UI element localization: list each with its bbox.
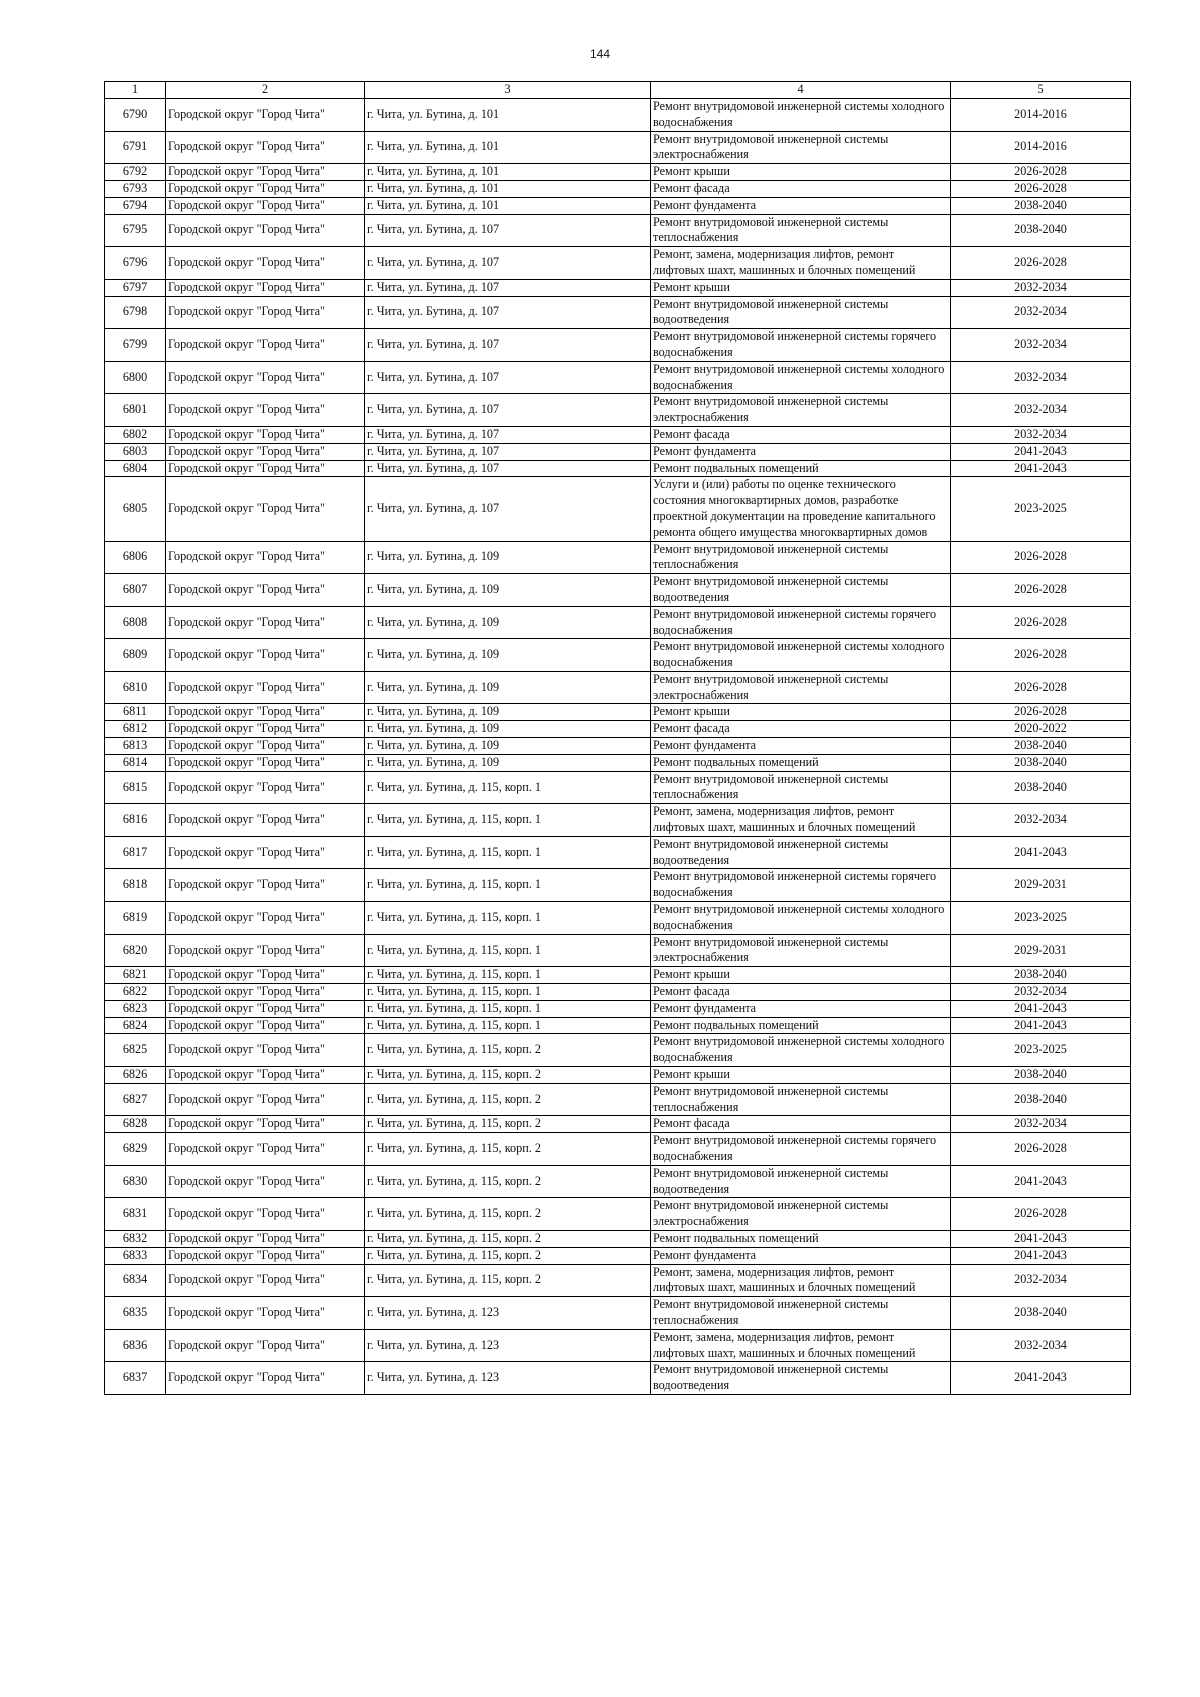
column-number-header-row (105, 82, 1131, 99)
address-cell: г. Чита, ул. Бутина, д. 115, корп. 2 (365, 1083, 651, 1116)
work-type-cell: Ремонт внутридомовой инженерной системы горячего водоснабжения (651, 329, 951, 362)
table-row (105, 606, 1131, 639)
work-type-cell: Ремонт внутридомовой инженерной системы теплоснабжения (651, 541, 951, 574)
work-type-cell: Ремонт внутридомовой инженерной системы водоотведения (651, 574, 951, 607)
municipality-cell: Городской округ "Город Чита" (166, 639, 365, 672)
work-type-cell: Ремонт внутридомовой инженерной системы электроснабжения (651, 1198, 951, 1231)
work-type-cell: Ремонт внутридомовой инженерной системы горячего водоснабжения (651, 606, 951, 639)
period-cell: 2026-2028 (951, 574, 1131, 607)
row-number-cell: 6808 (105, 606, 166, 639)
period-cell: 2026-2028 (951, 671, 1131, 704)
table-row (105, 704, 1131, 721)
row-number-cell: 6792 (105, 164, 166, 181)
table-row (105, 99, 1131, 132)
row-number-cell: 6810 (105, 671, 166, 704)
municipality-cell: Городской округ "Город Чита" (166, 1116, 365, 1133)
row-number-cell: 6800 (105, 361, 166, 394)
municipality-cell: Городской округ "Город Чита" (166, 214, 365, 247)
row-number-cell: 6798 (105, 296, 166, 329)
address-cell: г. Чита, ул. Бутина, д. 109 (365, 721, 651, 738)
municipality-cell: Городской округ "Город Чита" (166, 1067, 365, 1084)
address-cell: г. Чита, ул. Бутина, д. 115, корп. 1 (365, 869, 651, 902)
work-type-cell: Ремонт подвальных помещений (651, 1017, 951, 1034)
period-cell: 2026-2028 (951, 541, 1131, 574)
row-number-cell: 6817 (105, 836, 166, 869)
period-cell: 2029-2031 (951, 869, 1131, 902)
period-cell: 2026-2028 (951, 606, 1131, 639)
row-number-cell: 6799 (105, 329, 166, 362)
work-type-cell: Ремонт крыши (651, 704, 951, 721)
work-type-cell: Ремонт внутридомовой инженерной системы электроснабжения (651, 671, 951, 704)
work-type-cell: Ремонт внутридомовой инженерной системы холодного водоснабжения (651, 902, 951, 935)
municipality-cell: Городской округ "Город Чита" (166, 984, 365, 1001)
period-cell: 2032-2034 (951, 426, 1131, 443)
work-type-cell: Ремонт внутридомовой инженерной системы теплоснабжения (651, 214, 951, 247)
period-cell: 2026-2028 (951, 639, 1131, 672)
period-cell: 2038-2040 (951, 771, 1131, 804)
municipality-cell: Городской округ "Город Чита" (166, 934, 365, 967)
period-cell: 2023-2025 (951, 477, 1131, 541)
row-number-cell: 6796 (105, 247, 166, 280)
municipality-cell: Городской округ "Город Чита" (166, 704, 365, 721)
row-number-cell: 6805 (105, 477, 166, 541)
table-row (105, 214, 1131, 247)
period-cell: 2032-2034 (951, 361, 1131, 394)
period-cell: 2041-2043 (951, 836, 1131, 869)
row-number-cell: 6809 (105, 639, 166, 672)
address-cell: г. Чита, ул. Бутина, д. 115, корп. 1 (365, 836, 651, 869)
period-cell: 2026-2028 (951, 704, 1131, 721)
address-cell: г. Чита, ул. Бутина, д. 109 (365, 574, 651, 607)
table-row (105, 394, 1131, 427)
row-number-cell: 6804 (105, 460, 166, 477)
municipality-cell: Городской округ "Город Чита" (166, 1034, 365, 1067)
period-cell: 2014-2016 (951, 131, 1131, 164)
period-cell: 2041-2043 (951, 1230, 1131, 1247)
municipality-cell: Городской округ "Город Чита" (166, 541, 365, 574)
municipality-cell: Городской округ "Город Чита" (166, 1017, 365, 1034)
municipality-cell: Городской округ "Город Чита" (166, 99, 365, 132)
row-number-cell: 6818 (105, 869, 166, 902)
row-number-cell: 6814 (105, 754, 166, 771)
municipality-cell: Городской округ "Город Чита" (166, 721, 365, 738)
row-number-cell: 6833 (105, 1247, 166, 1264)
table-row (105, 443, 1131, 460)
row-number-cell: 6819 (105, 902, 166, 935)
period-cell: 2041-2043 (951, 1000, 1131, 1017)
table-row (105, 934, 1131, 967)
address-cell: г. Чита, ул. Бутина, д. 109 (365, 738, 651, 755)
table-row (105, 1165, 1131, 1198)
municipality-cell: Городской округ "Город Чита" (166, 1329, 365, 1362)
municipality-cell: Городской округ "Город Чита" (166, 869, 365, 902)
municipality-cell: Городской округ "Город Чита" (166, 1247, 365, 1264)
table-row (105, 197, 1131, 214)
address-cell: г. Чита, ул. Бутина, д. 101 (365, 197, 651, 214)
period-cell: 2038-2040 (951, 738, 1131, 755)
municipality-cell: Городской округ "Город Чита" (166, 574, 365, 607)
row-number-cell: 6821 (105, 967, 166, 984)
table-row (105, 1017, 1131, 1034)
row-number-cell: 6797 (105, 279, 166, 296)
period-cell: 2038-2040 (951, 1067, 1131, 1084)
row-number-cell: 6828 (105, 1116, 166, 1133)
table-row (105, 721, 1131, 738)
work-type-cell: Ремонт подвальных помещений (651, 460, 951, 477)
table-row (105, 639, 1131, 672)
municipality-cell: Городской округ "Город Чита" (166, 1000, 365, 1017)
period-cell: 2038-2040 (951, 197, 1131, 214)
address-cell: г. Чита, ул. Бутина, д. 115, корп. 1 (365, 902, 651, 935)
work-type-cell: Ремонт внутридомовой инженерной системы теплоснабжения (651, 1083, 951, 1116)
municipality-cell: Городской округ "Город Чита" (166, 836, 365, 869)
work-type-cell: Ремонт, замена, модернизация лифтов, ремонт лифтовых шахт, машинных и блочных помещений (651, 1264, 951, 1297)
address-cell: г. Чита, ул. Бутина, д. 101 (365, 99, 651, 132)
row-number-cell: 6831 (105, 1198, 166, 1231)
period-cell: 2032-2034 (951, 984, 1131, 1001)
table-row (105, 1083, 1131, 1116)
column-header-4: 4 (651, 82, 951, 99)
work-type-cell: Ремонт, замена, модернизация лифтов, ремонт лифтовых шахт, машинных и блочных помещений (651, 804, 951, 837)
municipality-cell: Городской округ "Город Чита" (166, 902, 365, 935)
row-number-cell: 6811 (105, 704, 166, 721)
row-number-cell: 6830 (105, 1165, 166, 1198)
period-cell: 2026-2028 (951, 1198, 1131, 1231)
address-cell: г. Чита, ул. Бутина, д. 115, корп. 1 (365, 934, 651, 967)
municipality-cell: Городской округ "Город Чита" (166, 1297, 365, 1330)
municipality-cell: Городской округ "Город Чита" (166, 164, 365, 181)
address-cell: г. Чита, ул. Бутина, д. 107 (365, 426, 651, 443)
row-number-cell: 6835 (105, 1297, 166, 1330)
work-type-cell: Ремонт фундамента (651, 738, 951, 755)
work-type-cell: Ремонт фасада (651, 426, 951, 443)
table-row (105, 361, 1131, 394)
row-number-cell: 6824 (105, 1017, 166, 1034)
period-cell: 2038-2040 (951, 1083, 1131, 1116)
address-cell: г. Чита, ул. Бутина, д. 107 (365, 361, 651, 394)
municipality-cell: Городской округ "Город Чита" (166, 754, 365, 771)
period-cell: 2041-2043 (951, 1165, 1131, 1198)
row-number-cell: 6794 (105, 197, 166, 214)
work-type-cell: Услуги и (или) работы по оценке технического состояния многоквартирных домов, разработке проектной документации на проведение капитального ремонта общего имущества многоквартирных домов (651, 477, 951, 541)
municipality-cell: Городской округ "Город Чита" (166, 1362, 365, 1395)
work-type-cell: Ремонт внутридомовой инженерной системы водоотведения (651, 296, 951, 329)
work-type-cell: Ремонт внутридомовой инженерной системы электроснабжения (651, 934, 951, 967)
work-type-cell: Ремонт фасада (651, 1116, 951, 1133)
row-number-cell: 6834 (105, 1264, 166, 1297)
table-row (105, 426, 1131, 443)
address-cell: г. Чита, ул. Бутина, д. 115, корп. 1 (365, 984, 651, 1001)
row-number-cell: 6820 (105, 934, 166, 967)
work-type-cell: Ремонт, замена, модернизация лифтов, ремонт лифтовых шахт, машинных и блочных помещений (651, 1329, 951, 1362)
table-row (105, 902, 1131, 935)
row-number-cell: 6807 (105, 574, 166, 607)
period-cell: 2038-2040 (951, 967, 1131, 984)
municipality-cell: Городской округ "Город Чита" (166, 967, 365, 984)
row-number-cell: 6822 (105, 984, 166, 1001)
work-type-cell: Ремонт, замена, модернизация лифтов, ремонт лифтовых шахт, машинных и блочных помещений (651, 247, 951, 280)
table-row (105, 477, 1131, 541)
table-row (105, 296, 1131, 329)
period-cell: 2026-2028 (951, 1133, 1131, 1166)
row-number-cell: 6827 (105, 1083, 166, 1116)
row-number-cell: 6829 (105, 1133, 166, 1166)
page-number: 144 (589, 47, 611, 61)
address-cell: г. Чита, ул. Бутина, д. 107 (365, 443, 651, 460)
table-row (105, 1198, 1131, 1231)
table-row (105, 1329, 1131, 1362)
work-type-cell: Ремонт подвальных помещений (651, 754, 951, 771)
address-cell: г. Чита, ул. Бутина, д. 115, корп. 2 (365, 1165, 651, 1198)
work-type-cell: Ремонт фундамента (651, 443, 951, 460)
address-cell: г. Чита, ул. Бутина, д. 107 (365, 279, 651, 296)
row-number-cell: 6837 (105, 1362, 166, 1395)
period-cell: 2032-2034 (951, 296, 1131, 329)
address-cell: г. Чита, ул. Бутина, д. 109 (365, 704, 651, 721)
work-type-cell: Ремонт внутридомовой инженерной системы горячего водоснабжения (651, 869, 951, 902)
period-cell: 2032-2034 (951, 1116, 1131, 1133)
work-type-cell: Ремонт внутридомовой инженерной системы водоотведения (651, 836, 951, 869)
period-cell: 2041-2043 (951, 460, 1131, 477)
table-row (105, 1000, 1131, 1017)
work-type-cell: Ремонт внутридомовой инженерной системы теплоснабжения (651, 771, 951, 804)
municipality-cell: Городской округ "Город Чита" (166, 771, 365, 804)
table-row (105, 131, 1131, 164)
period-cell: 2026-2028 (951, 164, 1131, 181)
address-cell: г. Чита, ул. Бутина, д. 115, корп. 1 (365, 1017, 651, 1034)
work-type-cell: Ремонт внутридомовой инженерной системы холодного водоснабжения (651, 639, 951, 672)
period-cell: 2029-2031 (951, 934, 1131, 967)
period-cell: 2014-2016 (951, 99, 1131, 132)
work-type-cell: Ремонт внутридомовой инженерной системы электроснабжения (651, 394, 951, 427)
municipality-cell: Городской округ "Город Чита" (166, 1264, 365, 1297)
address-cell: г. Чита, ул. Бутина, д. 123 (365, 1329, 651, 1362)
row-number-cell: 6795 (105, 214, 166, 247)
municipality-cell: Городской округ "Город Чита" (166, 477, 365, 541)
address-cell: г. Чита, ул. Бутина, д. 115, корп. 1 (365, 771, 651, 804)
municipality-cell: Городской округ "Город Чита" (166, 394, 365, 427)
work-type-cell: Ремонт внутридомовой инженерной системы водоотведения (651, 1362, 951, 1395)
table-row (105, 738, 1131, 755)
address-cell: г. Чита, ул. Бутина, д. 109 (365, 606, 651, 639)
table-row (105, 460, 1131, 477)
address-cell: г. Чита, ул. Бутина, д. 107 (365, 329, 651, 362)
work-type-cell: Ремонт внутридомовой инженерной системы горячего водоснабжения (651, 1133, 951, 1166)
municipality-cell: Городской округ "Город Чита" (166, 279, 365, 296)
column-header-2: 2 (166, 82, 365, 99)
table-row (105, 541, 1131, 574)
work-type-cell: Ремонт внутридомовой инженерной системы холодного водоснабжения (651, 361, 951, 394)
period-cell: 2038-2040 (951, 214, 1131, 247)
period-cell: 2032-2034 (951, 329, 1131, 362)
municipality-cell: Городской округ "Город Чита" (166, 329, 365, 362)
table-row (105, 967, 1131, 984)
table-row (105, 1362, 1131, 1395)
table-row (105, 329, 1131, 362)
row-number-cell: 6826 (105, 1067, 166, 1084)
column-header-3: 3 (365, 82, 651, 99)
table-row (105, 1034, 1131, 1067)
period-cell: 2023-2025 (951, 902, 1131, 935)
period-cell: 2032-2034 (951, 279, 1131, 296)
row-number-cell: 6801 (105, 394, 166, 427)
municipality-cell: Городской округ "Город Чита" (166, 671, 365, 704)
work-type-cell: Ремонт фундамента (651, 1247, 951, 1264)
period-cell: 2041-2043 (951, 1362, 1131, 1395)
period-cell: 2032-2034 (951, 1329, 1131, 1362)
address-cell: г. Чита, ул. Бутина, д. 115, корп. 2 (365, 1264, 651, 1297)
table-row (105, 1067, 1131, 1084)
period-cell: 2026-2028 (951, 247, 1131, 280)
work-type-cell: Ремонт фасада (651, 984, 951, 1001)
work-type-cell: Ремонт внутридомовой инженерной системы холодного водоснабжения (651, 99, 951, 132)
address-cell: г. Чита, ул. Бутина, д. 115, корп. 2 (365, 1034, 651, 1067)
work-type-cell: Ремонт внутридомовой инженерной системы теплоснабжения (651, 1297, 951, 1330)
row-number-cell: 6790 (105, 99, 166, 132)
address-cell: г. Чита, ул. Бутина, д. 109 (365, 671, 651, 704)
row-number-cell: 6813 (105, 738, 166, 755)
row-number-cell: 6793 (105, 180, 166, 197)
period-cell: 2032-2034 (951, 804, 1131, 837)
table-row (105, 1247, 1131, 1264)
row-number-cell: 6823 (105, 1000, 166, 1017)
address-cell: г. Чита, ул. Бутина, д. 109 (365, 639, 651, 672)
period-cell: 2041-2043 (951, 1247, 1131, 1264)
row-number-cell: 6791 (105, 131, 166, 164)
row-number-cell: 6812 (105, 721, 166, 738)
table-row (105, 180, 1131, 197)
work-type-cell: Ремонт внутридомовой инженерной системы электроснабжения (651, 131, 951, 164)
table-row (105, 1264, 1131, 1297)
table-row (105, 574, 1131, 607)
table-row (105, 1297, 1131, 1330)
work-type-cell: Ремонт фундамента (651, 1000, 951, 1017)
work-type-cell: Ремонт крыши (651, 164, 951, 181)
municipality-cell: Городской округ "Город Чита" (166, 131, 365, 164)
address-cell: г. Чита, ул. Бутина, д. 107 (365, 296, 651, 329)
address-cell: г. Чита, ул. Бутина, д. 115, корп. 1 (365, 967, 651, 984)
municipality-cell: Городской округ "Город Чита" (166, 1165, 365, 1198)
address-cell: г. Чита, ул. Бутина, д. 115, корп. 2 (365, 1133, 651, 1166)
address-cell: г. Чита, ул. Бутина, д. 115, корп. 2 (365, 1247, 651, 1264)
column-header-1: 1 (105, 82, 166, 99)
address-cell: г. Чита, ул. Бутина, д. 123 (365, 1362, 651, 1395)
municipality-cell: Городской округ "Город Чита" (166, 247, 365, 280)
municipality-cell: Городской округ "Город Чита" (166, 361, 365, 394)
address-cell: г. Чита, ул. Бутина, д. 107 (365, 394, 651, 427)
capital-repair-table (104, 81, 1131, 1395)
municipality-cell: Городской округ "Город Чита" (166, 296, 365, 329)
work-type-cell: Ремонт фасада (651, 180, 951, 197)
row-number-cell: 6836 (105, 1329, 166, 1362)
table-row (105, 1230, 1131, 1247)
row-number-cell: 6806 (105, 541, 166, 574)
period-cell: 2041-2043 (951, 443, 1131, 460)
work-type-cell: Ремонт крыши (651, 1067, 951, 1084)
address-cell: г. Чита, ул. Бутина, д. 109 (365, 541, 651, 574)
address-cell: г. Чита, ул. Бутина, д. 115, корп. 1 (365, 804, 651, 837)
address-cell: г. Чита, ул. Бутина, д. 123 (365, 1297, 651, 1330)
municipality-cell: Городской округ "Город Чита" (166, 804, 365, 837)
municipality-cell: Городской округ "Город Чита" (166, 460, 365, 477)
period-cell: 2026-2028 (951, 180, 1131, 197)
address-cell: г. Чита, ул. Бутина, д. 107 (365, 247, 651, 280)
address-cell: г. Чита, ул. Бутина, д. 115, корп. 1 (365, 1000, 651, 1017)
address-cell: г. Чита, ул. Бутина, д. 101 (365, 180, 651, 197)
table-row (105, 869, 1131, 902)
row-number-cell: 6825 (105, 1034, 166, 1067)
table-row (105, 754, 1131, 771)
address-cell: г. Чита, ул. Бутина, д. 107 (365, 460, 651, 477)
municipality-cell: Городской округ "Город Чита" (166, 180, 365, 197)
address-cell: г. Чита, ул. Бутина, д. 115, корп. 2 (365, 1198, 651, 1231)
address-cell: г. Чита, ул. Бутина, д. 107 (365, 477, 651, 541)
table-row (105, 984, 1131, 1001)
period-cell: 2032-2034 (951, 1264, 1131, 1297)
period-cell: 2038-2040 (951, 754, 1131, 771)
municipality-cell: Городской округ "Город Чита" (166, 1230, 365, 1247)
municipality-cell: Городской округ "Город Чита" (166, 443, 365, 460)
row-number-cell: 6832 (105, 1230, 166, 1247)
address-cell: г. Чита, ул. Бутина, д. 101 (365, 131, 651, 164)
column-header-5: 5 (951, 82, 1131, 99)
work-type-cell: Ремонт подвальных помещений (651, 1230, 951, 1247)
municipality-cell: Городской округ "Город Чита" (166, 738, 365, 755)
row-number-cell: 6803 (105, 443, 166, 460)
row-number-cell: 6815 (105, 771, 166, 804)
period-cell: 2023-2025 (951, 1034, 1131, 1067)
period-cell: 2032-2034 (951, 394, 1131, 427)
work-type-cell: Ремонт внутридомовой инженерной системы холодного водоснабжения (651, 1034, 951, 1067)
municipality-cell: Городской округ "Город Чита" (166, 606, 365, 639)
address-cell: г. Чита, ул. Бутина, д. 109 (365, 754, 651, 771)
table-row (105, 1116, 1131, 1133)
work-type-cell: Ремонт фундамента (651, 197, 951, 214)
work-type-cell: Ремонт внутридомовой инженерной системы водоотведения (651, 1165, 951, 1198)
municipality-cell: Городской округ "Город Чита" (166, 197, 365, 214)
address-cell: г. Чита, ул. Бутина, д. 115, корп. 2 (365, 1230, 651, 1247)
period-cell: 2020-2022 (951, 721, 1131, 738)
row-number-cell: 6802 (105, 426, 166, 443)
table-row (105, 771, 1131, 804)
table-row (105, 804, 1131, 837)
address-cell: г. Чита, ул. Бутина, д. 115, корп. 2 (365, 1116, 651, 1133)
table-row (105, 1133, 1131, 1166)
municipality-cell: Городской округ "Город Чита" (166, 426, 365, 443)
table-row (105, 247, 1131, 280)
municipality-cell: Городской округ "Город Чита" (166, 1083, 365, 1116)
address-cell: г. Чита, ул. Бутина, д. 115, корп. 2 (365, 1067, 651, 1084)
table-row (105, 279, 1131, 296)
address-cell: г. Чита, ул. Бутина, д. 101 (365, 164, 651, 181)
address-cell: г. Чита, ул. Бутина, д. 107 (365, 214, 651, 247)
municipality-cell: Городской округ "Город Чита" (166, 1133, 365, 1166)
period-cell: 2038-2040 (951, 1297, 1131, 1330)
table-row (105, 164, 1131, 181)
table-row (105, 671, 1131, 704)
table-body (105, 99, 1131, 1395)
row-number-cell: 6816 (105, 804, 166, 837)
period-cell: 2041-2043 (951, 1017, 1131, 1034)
work-type-cell: Ремонт крыши (651, 279, 951, 296)
work-type-cell: Ремонт фасада (651, 721, 951, 738)
municipality-cell: Городской округ "Город Чита" (166, 1198, 365, 1231)
table-row (105, 836, 1131, 869)
work-type-cell: Ремонт крыши (651, 967, 951, 984)
